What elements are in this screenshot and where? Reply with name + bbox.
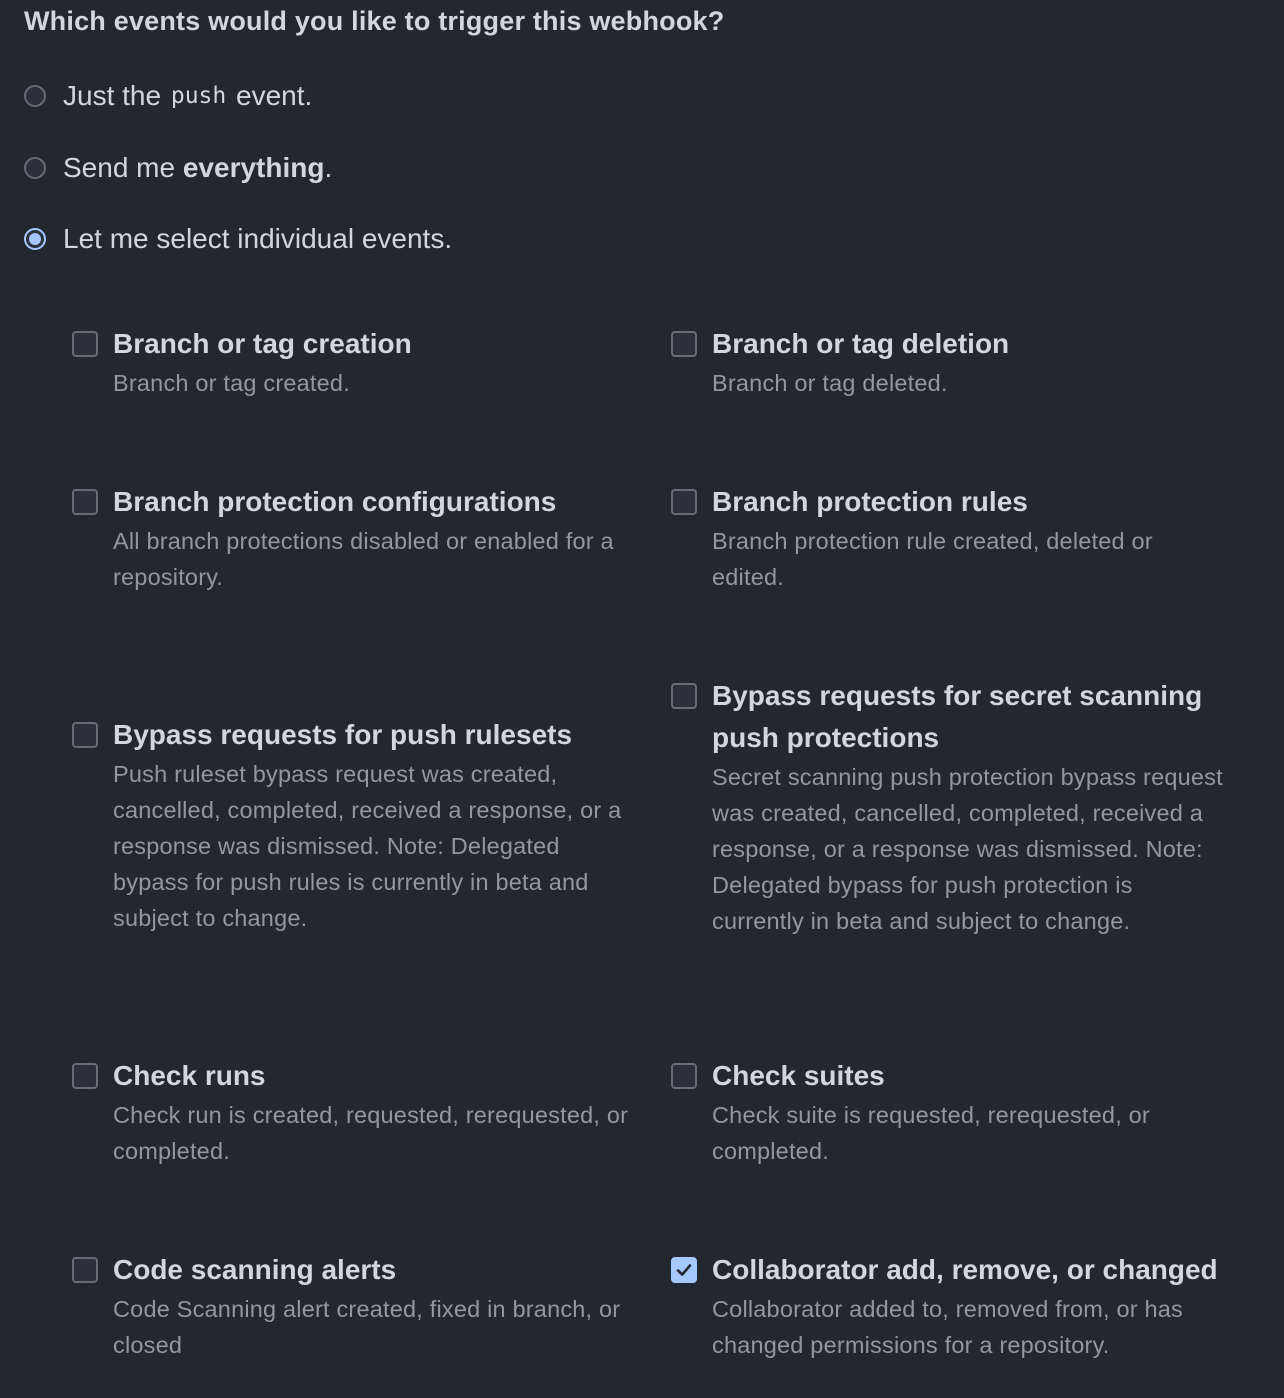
radio-label-after: event. <box>236 80 313 111</box>
event-title: Collaborator add, remove, or changed <box>712 1254 1218 1285</box>
event-bypass-push-rulesets[interactable] <box>72 718 632 936</box>
event-code-scanning-alerts[interactable] <box>72 1253 632 1363</box>
radio-push-event[interactable] <box>24 78 312 114</box>
event-check-suites[interactable] <box>671 1059 1231 1169</box>
radio-button[interactable] <box>24 85 46 107</box>
radio-label-after: . <box>324 152 333 183</box>
event-branch-tag-deletion[interactable] <box>671 327 1231 401</box>
event-title: Branch protection rules <box>712 486 1028 517</box>
checkbox[interactable] <box>671 1063 697 1089</box>
radio-button[interactable] <box>24 157 46 179</box>
checkbox[interactable] <box>671 331 697 357</box>
event-description: Branch protection rule created, deleted or edited. <box>712 528 1153 590</box>
event-description: Check suite is requested, rerequested, or completed. <box>712 1102 1150 1164</box>
checkbox[interactable] <box>671 683 697 709</box>
event-check-runs[interactable] <box>72 1059 632 1169</box>
checkbox[interactable] <box>72 722 98 748</box>
event-description: Collaborator added to, removed from, or has changed permissions for a repository. <box>712 1296 1184 1358</box>
checkbox[interactable] <box>72 1063 98 1089</box>
radio-label-code: push <box>170 83 227 109</box>
checkbox[interactable] <box>72 1257 98 1283</box>
event-description: Branch or tag created. <box>113 370 350 396</box>
radio-label: Let me select individual events. <box>63 223 453 254</box>
radio-send-everything[interactable] <box>24 150 332 186</box>
event-title: Bypass requests for push rulesets <box>113 719 573 750</box>
radio-label-before: Send me <box>63 152 176 183</box>
radio-label-before: Just the <box>63 80 162 111</box>
event-title: Code scanning alerts <box>113 1254 397 1285</box>
event-description: Check run is created, requested, rerequested, or completed. <box>113 1102 629 1164</box>
check-icon <box>674 1260 694 1280</box>
event-title: Check suites <box>712 1060 885 1091</box>
page-title: Which events would you like to trigger this webhook? <box>24 6 725 36</box>
event-title: Branch or tag deletion <box>712 328 1010 359</box>
event-title: Check runs <box>113 1060 266 1091</box>
event-title: Branch or tag creation <box>113 328 412 359</box>
radio-select-individual[interactable] <box>24 221 452 257</box>
event-title: Branch protection configurations <box>113 486 557 517</box>
event-bypass-secret-scanning[interactable] <box>671 679 1231 939</box>
event-description: Branch or tag deleted. <box>712 370 948 396</box>
checkbox-checked[interactable] <box>671 1257 697 1283</box>
event-branch-protection-configurations[interactable] <box>72 485 632 595</box>
event-branch-protection-rules[interactable] <box>671 485 1231 595</box>
event-description: Push ruleset bypass request was created, cancelled, completed, received a response, or a response was dismissed. Note: Delegated bypass for push rules is currently in beta and subject to change. <box>113 761 622 931</box>
checkbox[interactable] <box>72 489 98 515</box>
radio-label-strong: everything <box>182 152 325 183</box>
event-branch-tag-creation[interactable] <box>72 327 632 401</box>
event-title: Bypass requests for secret scanning push protections <box>712 680 1203 753</box>
event-description: Code Scanning alert created, fixed in branch, or closed <box>113 1296 621 1358</box>
radio-button[interactable] <box>24 228 46 250</box>
event-description: All branch protections disabled or enabled for a repository. <box>113 528 614 590</box>
checkbox[interactable] <box>671 489 697 515</box>
event-description: Secret scanning push protection bypass request was created, cancelled, completed, received a response, or a response was dismissed. Note: Delegated bypass for push protection is currently in beta and subject to change. <box>712 764 1223 934</box>
checkbox[interactable] <box>72 331 98 357</box>
event-collaborator[interactable] <box>671 1253 1231 1363</box>
